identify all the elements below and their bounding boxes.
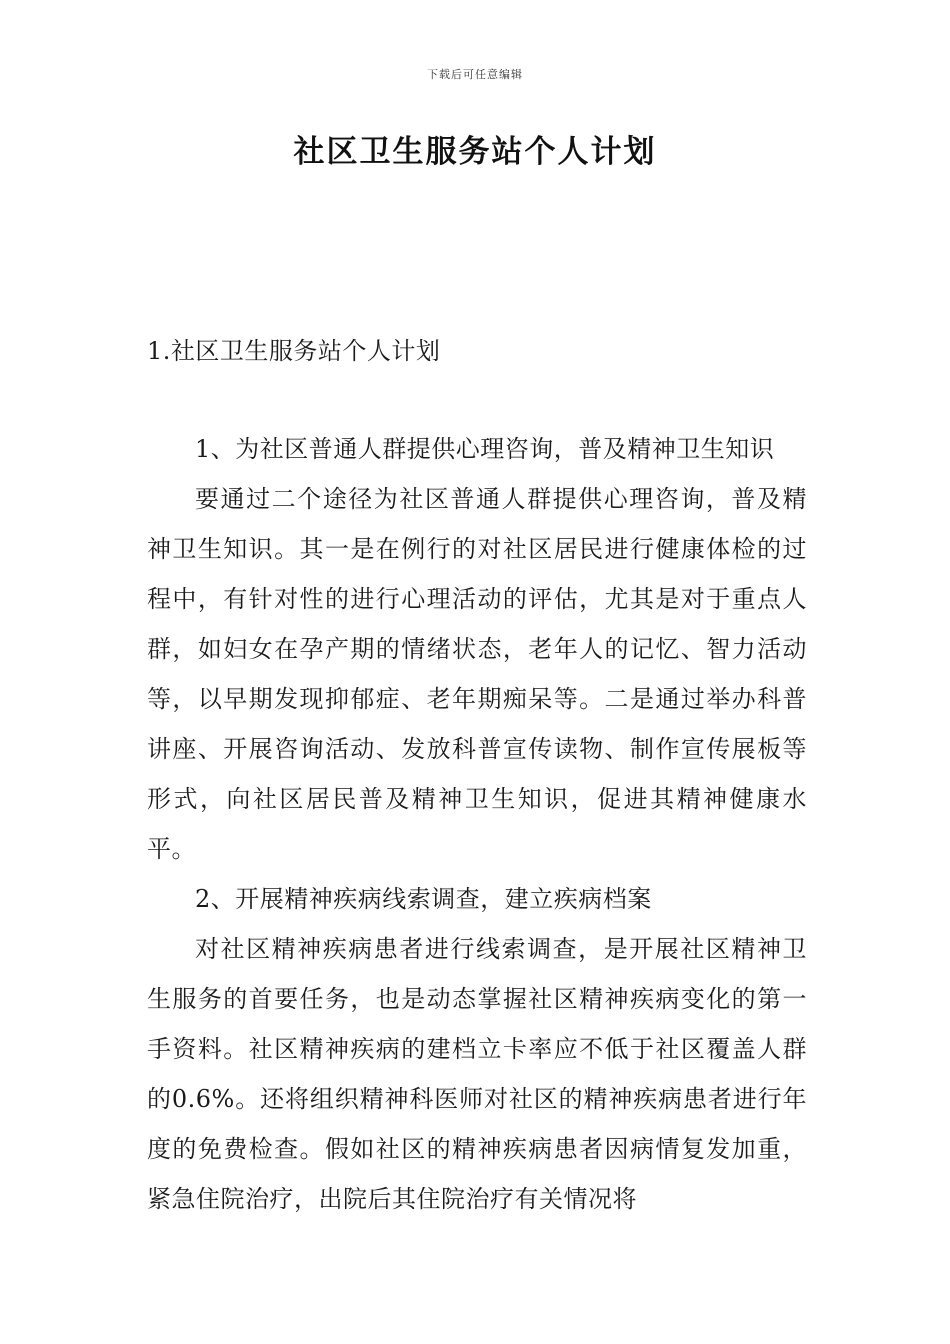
paragraph-heading-1: 1、为社区普通人群提供心理咨询，普及精神卫生知识 bbox=[195, 435, 775, 463]
header-note: 下载后可任意编辑 bbox=[427, 68, 523, 81]
section-label: 1.社区卫生服务站个人计划 bbox=[147, 337, 441, 365]
paragraph: 对社区精神疾病患者进行线索调查，是开展社区精神卫生服务的首要任务，也是动态掌握社区精神疾病变化的第一手资料。社区精神疾病的建档立卡率应不低于社区覆盖人群的0.6%。还将组织精神科医师对社区的精神疾病患者进行年度的免费检查。假如社区的精神疾病患者因病情复发加重，紧急住院治疗，出院后其住院治疗有关情况将 bbox=[147, 935, 807, 1213]
paragraph-heading-2: 2、开展精神疾病线索调查，建立疾病档案 bbox=[195, 885, 652, 913]
document-title: 社区卫生服务站个人计划 bbox=[293, 134, 657, 170]
document-body bbox=[147, 424, 807, 1224]
paragraph: 要通过二个途径为社区普通人群提供心理咨询，普及精神卫生知识。其一是在例行的对社区居民进行健康体检的过程中，有针对性的进行心理活动的评估，尤其是对于重点人群，如妇女在孕产期的情绪状态，老年人的记忆、智力活动等，以早期发现抑郁症、老年期痴呆等。二是通过举办科普讲座、开展咨询活动、发放科普宣传读物、制作宣传展板等形式，向社区居民普及精神卫生知识，促进其精神健康水平。 bbox=[147, 485, 807, 863]
